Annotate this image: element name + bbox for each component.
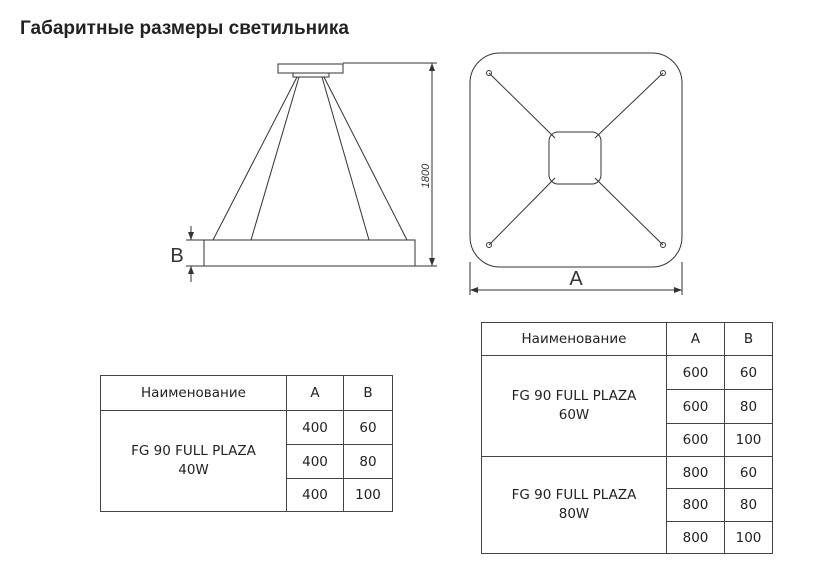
arrowhead [470, 287, 478, 293]
product-power: 60W [558, 407, 590, 423]
product-name: FG 90 FULL PLAZA [511, 388, 637, 404]
mount-connector [293, 73, 329, 77]
ceiling-mount [278, 64, 343, 73]
arrowhead [429, 63, 435, 71]
top-view-cable [595, 178, 663, 245]
product-name-cell [482, 356, 667, 457]
header-a: A [667, 323, 725, 356]
product-power: 40W [178, 462, 209, 478]
value-a: 400 [287, 445, 344, 479]
dimensions-table-60w-80w [481, 322, 773, 554]
value-b: 80 [725, 390, 773, 424]
value-a: 800 [667, 522, 725, 554]
value-b: 60 [725, 457, 773, 489]
header-name: Наименование [101, 376, 287, 411]
value-a: 800 [667, 489, 725, 522]
top-view-cable [489, 73, 555, 138]
suspension-cable [324, 77, 407, 240]
value-b: 80 [344, 445, 393, 479]
arrowhead [188, 232, 194, 240]
value-a: 400 [287, 411, 344, 445]
center-box [549, 132, 601, 184]
page-title: Габаритные размеры светильника [20, 18, 349, 39]
product-name: FG 90 FULL PLAZA [511, 487, 637, 503]
header-name: Наименование [482, 323, 667, 356]
product-name-cell [482, 457, 667, 554]
product-power: 80W [558, 506, 590, 522]
top-view-cable [489, 178, 555, 245]
a-dimension-label: A [569, 268, 583, 290]
suspension-cable [251, 77, 299, 240]
height-dimension-label: 1800 [420, 163, 432, 189]
luminaire-body-side [204, 240, 415, 266]
value-b: 100 [344, 479, 393, 512]
arrowhead [674, 287, 682, 293]
dimensions-table-40w [100, 375, 393, 512]
value-a: 400 [287, 479, 344, 512]
top-view-cable [595, 73, 663, 138]
value-a: 600 [667, 424, 725, 457]
product-name: FG 90 FULL PLAZA [131, 443, 256, 459]
header-a: A [287, 376, 344, 411]
suspension-cable [322, 77, 369, 240]
value-b: 100 [725, 424, 773, 457]
value-b: 60 [344, 411, 393, 445]
value-a: 800 [667, 457, 725, 489]
header-b: B [725, 323, 773, 356]
value-a: 600 [667, 390, 725, 424]
value-b: 60 [725, 356, 773, 390]
product-name-cell [101, 411, 287, 512]
arrowhead [429, 258, 435, 266]
value-a: 600 [667, 356, 725, 390]
arrowhead [188, 266, 194, 274]
suspension-cable [213, 77, 297, 240]
value-b: 80 [725, 489, 773, 522]
b-dimension-label: B [170, 245, 184, 267]
value-b: 100 [725, 522, 773, 554]
header-b: B [344, 376, 393, 411]
